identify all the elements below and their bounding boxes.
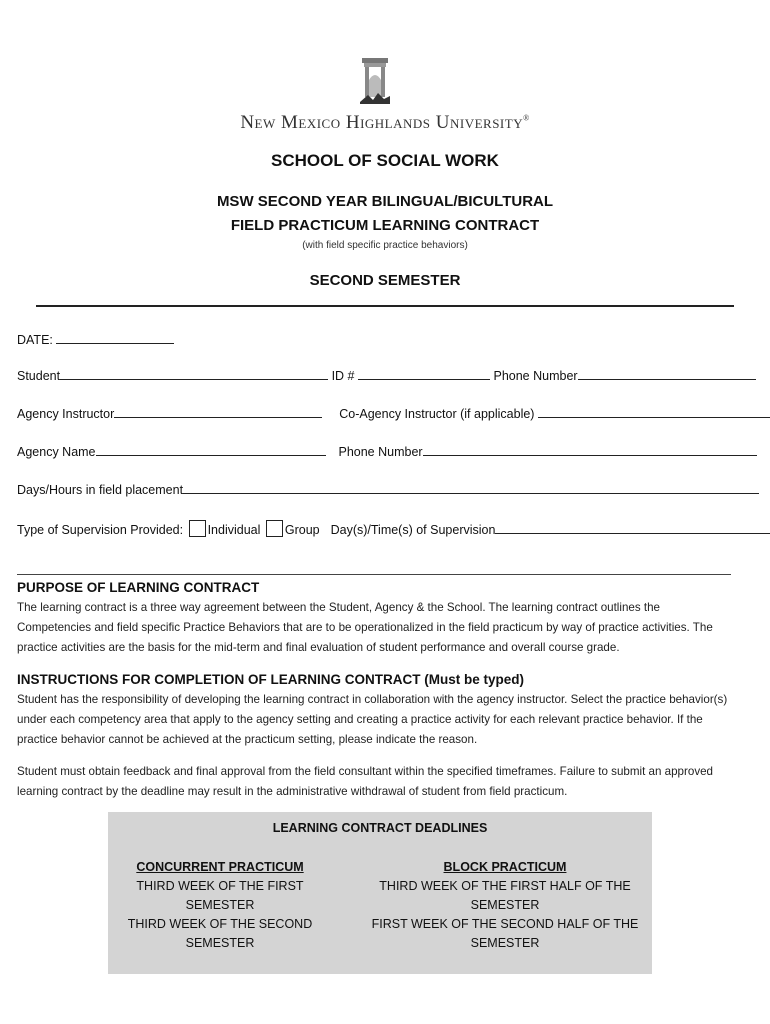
individual-label: Individual (207, 523, 261, 537)
agency-instructor-label: Agency Instructor (17, 407, 115, 421)
purpose-title: PURPOSE OF LEARNING CONTRACT (17, 580, 260, 595)
agency-phone-line[interactable] (423, 443, 757, 456)
supervision-label: Type of Supervision Provided: (17, 523, 184, 537)
form-divider (17, 574, 731, 575)
date-label: DATE: (17, 333, 53, 347)
university-name: New Mexico Highlands University® (240, 112, 530, 133)
concurrent-practicum-column (108, 858, 332, 953)
semester-title: SECOND SEMESTER (309, 272, 461, 289)
student-line[interactable] (60, 367, 328, 380)
student-label: Student (17, 369, 61, 383)
group-checkbox[interactable] (266, 520, 283, 537)
contract-title-line2: FIELD PRACTICUM LEARNING CONTRACT (230, 217, 540, 234)
block-practicum-column (366, 858, 644, 953)
block-line-1: THIRD WEEK OF THE FIRST HALF OF THE SEMESTER (379, 879, 631, 912)
header-divider (36, 305, 734, 307)
deadlines-title: LEARNING CONTRACT DEADLINES (272, 821, 488, 835)
deadlines-box (108, 812, 652, 974)
contract-title-line1: MSW SECOND YEAR BILINGUAL/BICULTURAL (216, 193, 554, 210)
agency-instructor-line[interactable] (114, 405, 322, 418)
school-title: SCHOOL OF SOCIAL WORK (271, 151, 499, 170)
block-heading: BLOCK PRACTICUM (443, 860, 567, 874)
days-hours-label: Days/Hours in field placement (17, 483, 184, 497)
instructions-text-1: Student has the responsibility of developing the learning contract in collaboration with the agency instructor. Select the practice behavior(s) under each competency area that apply to the agency setting and creating a practice activity for each relevant practice behavior. If the practice behavior cannot be achieved at the practicum setting, please indicate the reason. (17, 693, 728, 746)
agency-instructor-row (17, 405, 770, 421)
instructions-title: INSTRUCTIONS FOR COMPLETION OF LEARNING CONTRACT (Must be typed) (17, 672, 524, 687)
id-line[interactable] (358, 367, 490, 380)
purpose-text: The learning contract is a three way agreement between the Student, Agency & the School. The learning contract outlines the Competencies and field specific Practice Behaviors that are to be operationalized in the field practicum by way of practice activities. The practice activities are the basis for the mid-term and final evaluation of student performance and overall course grade. (17, 601, 713, 654)
co-agency-instructor-label: Co-Agency Instructor (if applicable) (339, 407, 535, 421)
block-line-2: FIRST WEEK OF THE SECOND HALF OF THE SEMESTER (371, 917, 639, 950)
day-time-label: Day(s)/Time(s) of Supervision (330, 523, 496, 537)
instructions-text-2: Student must obtain feedback and final approval from the field consultant within the specified timeframes. Failure to submit an approved learning contract by the deadline may result in the administrative withdrawal of student from field practicum. (17, 765, 714, 798)
days-hours-line[interactable] (183, 481, 759, 494)
contract-subtitle: (with field specific practice behaviors) (302, 240, 468, 251)
student-row (17, 367, 756, 383)
agency-name-line[interactable] (96, 443, 326, 456)
concurrent-line-1: THIRD WEEK OF THE FIRST SEMESTER (136, 879, 304, 912)
co-agency-instructor-line[interactable] (538, 405, 770, 418)
concurrent-line-2: THIRD WEEK OF THE SECOND SEMESTER (127, 917, 313, 950)
id-label: ID # (331, 369, 355, 383)
date-field[interactable] (17, 331, 174, 347)
days-hours-row (17, 481, 759, 497)
agency-name-label: Agency Name (17, 445, 96, 459)
agency-name-row (17, 443, 757, 459)
day-time-line[interactable] (495, 521, 770, 534)
group-label: Group (284, 523, 320, 537)
supervision-row (17, 520, 770, 537)
phone-line[interactable] (578, 367, 756, 380)
agency-phone-label: Phone Number (338, 445, 423, 459)
date-line[interactable] (56, 331, 174, 344)
concurrent-heading: CONCURRENT PRACTICUM (136, 860, 304, 874)
phone-label: Phone Number (493, 369, 578, 383)
registered-mark: ® (523, 113, 530, 123)
individual-checkbox[interactable] (189, 520, 206, 537)
university-logo-icon (360, 58, 390, 110)
